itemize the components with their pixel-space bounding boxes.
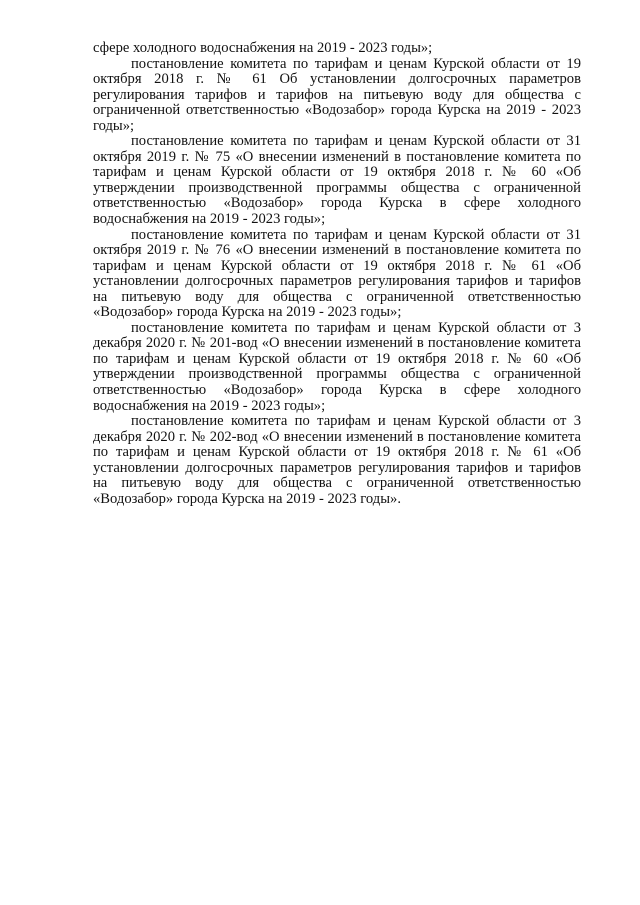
paragraph-continuation: сфере холодного водоснабжения на 2019 - 2023 годы»; [93,40,433,56]
paragraph-resolution-202-vod: постановление комитета по тарифам и ценам Курской области от 3 декабря 2020 г. № 202-вод «О внесении изменений в постановление комитета по тарифам и ценам Курской области от 19 октября 2018 г. № 61 «Об установлении долгосрочных параметров регулирования тарифов и тарифов на питьевую воду для общества с ограниченной ответственностью «Водозабор» города Курска на 2019 - 2023 годы». [93,413,581,507]
paragraph-resolution-76: постановление комитета по тарифам и ценам Курской области от 31 октября 2019 г. № 76 «О внесении изменений в постановление комитета по тарифам и ценам Курской области от 19 октября 2018 г. № 61 «Об установлении долгосрочных параметров регулирования тарифов и тарифов на питьевую воду для общества с ограниченной ответственностью «Водозабор» города Курска на 2019 - 2023 годы»; [93,226,581,321]
paragraph-resolution-61: постановление комитета по тарифам и ценам Курской области от 19 октября 2018 г. № 61 Об установлении долгосрочных параметров регулирования тарифов и тарифов на питьевую воду для общества с ограниченной ответственностью «Водозабор» города Курска на 2019 - 2023 годы»; [93,55,581,134]
document-body [93,41,581,507]
paragraph-resolution-201-vod: постановление комитета по тарифам и ценам Курской области от 3 декабря 2020 г. № 201-вод «О внесении изменений в постановление комитета по тарифам и ценам Курской области от 19 октября 2018 г. № 60 «Об утверждении производственной программы общества с ограниченной ответственностью «Водозабор» города Курска в сфере холодного водоснабжения на 2019 - 2023 годы»; [93,319,581,414]
paragraph-resolution-75: постановление комитета по тарифам и ценам Курской области от 31 октября 2019 г. № 75 «О внесении изменений в постановление комитета по тарифам и ценам Курской области от 19 октября 2018 г. № 60 «Об утверждении производственной программы общества с ограниченной ответственностью «Водозабор» города Курска в сфере холодного водоснабжения на 2019 - 2023 годы»; [93,133,581,228]
